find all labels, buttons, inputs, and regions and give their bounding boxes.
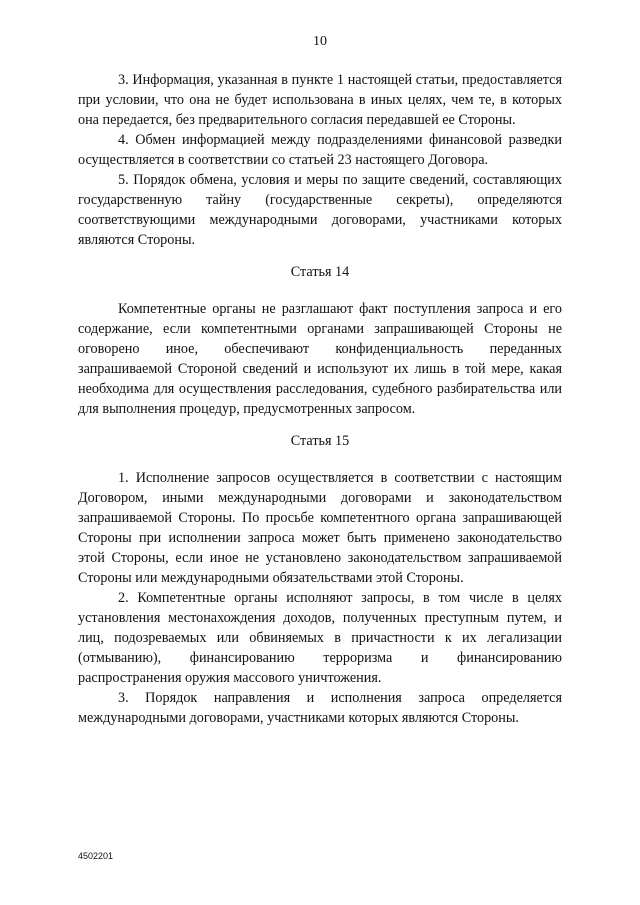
paragraph: 2. Компетентные органы исполняют запросы, в том числе в целях установления местонахождения доходов, полученных преступным путем, и лиц, подозреваемых или обвиняемых в причастности к их легализации (отмыванию), финансированию терроризма и финансированию распространения оружия массового уничтожения. [78, 590, 562, 686]
document-body [78, 70, 562, 728]
paragraph: 3. Информация, указанная в пункте 1 настоящей статьи, предоставляется при условии, что она не будет использована в иных целях, чем те, в которых она передается, без предварительного согласия передавшей ее Стороны. [78, 72, 562, 128]
article-14-heading: Статья 14 [290, 264, 350, 280]
paragraph: 1. Исполнение запросов осуществляется в соответствии с настоящим Договором, иными международными договорами и законодательством запрашиваемой Стороны. По просьбе компетентного органа запрашивающей Стороны при исполнении запроса может быть применено законодательство этой Стороны, если иное не установлено законодательством запрашиваемой Стороны или международными обязательствами этой Стороны. [78, 470, 562, 586]
page-number: 10 [313, 34, 327, 49]
article-14-body [78, 299, 562, 419]
paragraph: 4. Обмен информацией между подразделениями финансовой разведки осуществляется в соответствии со статьей 23 настоящего Договора. [78, 132, 562, 168]
paragraph: Компетентные органы не разглашают факт поступления запроса и его содержание, если компетентными органами запрашивающей Стороны не оговорено иное, обеспечивают конфиденциальность переданных запрашиваемой Стороной сведений и используют их лишь в той мере, какая необходима для осуществления расследования, судебного разбирательства или для выполнения процедур, предусмотренных запросом. [78, 301, 562, 417]
document-code: 4502201 [78, 851, 114, 861]
paragraph: 3. Порядок направления и исполнения запроса определяется международными договорами, участниками которых являются Стороны. [78, 690, 562, 726]
paragraph: 5. Порядок обмена, условия и меры по защите сведений, составляющих государственную тайну (государственные секреты), определяются соответствующими международными договорами, участниками которых являются Стороны. [78, 172, 562, 248]
article-15-heading: Статья 15 [290, 433, 350, 449]
article-15-body [78, 468, 562, 728]
article-13-continuation [78, 70, 562, 250]
